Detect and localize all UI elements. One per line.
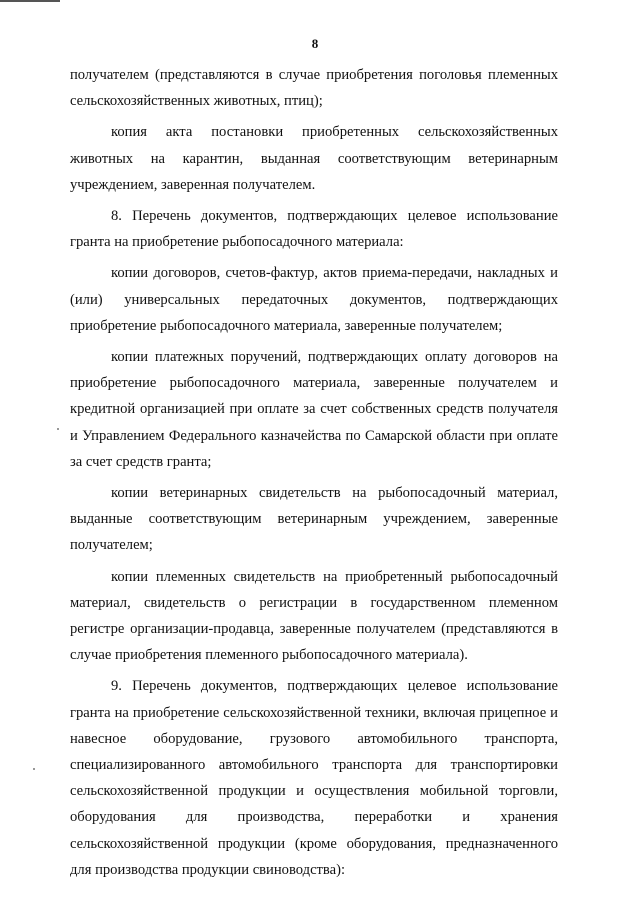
page-number: 8 bbox=[311, 36, 319, 51]
paragraph-vet-certificates: копии ветеринарных свидетельств на рыбопосадочный материал, выданные соответствующим ветеринарным учреждением, заверенные получателем; bbox=[70, 485, 558, 554]
paragraph-breeding-certificates: копии племенных свидетельств на приобретенный рыбопосадочный материал, свидетельств о регистрации в государственном племенном регистре организации-продавца, заверенные получателем (представляются в случае приобретения племенного рыбопосадочного материала). bbox=[70, 568, 558, 664]
scan-speck bbox=[33, 768, 35, 770]
section-9-heading: 9. Перечень документов, подтверждающих целевое использование гранта на приобретение сельскохозяйственной техники, включая прицепное и навесное оборудование, грузового автомобильного транспорта, специализированного автомобильного транспорта для транспортировки сельскохозяйственной продукции и осуществления мобильной торговли, оборудования для производства, переработки и хранения сельскохозяйственной продукции (кроме оборудования, предназначенного для производства продукции свиноводства): bbox=[70, 678, 558, 878]
paragraph-payment-orders: копии платежных поручений, подтверждающих оплату договоров на приобретение рыбопосадочного материала, заверенные получателем и кредитной организацией при оплате за счет собственных средств получателя и Управлением Федерального казначейства по Самарской области при оплате за счет средств гранта; bbox=[70, 349, 558, 470]
paragraph-contract-copies: копии договоров, счетов-фактур, актов приема-передачи, накладных и (или) универсальных передаточных документов, подтверждающих приобретение рыбопосадочного материала, заверенные получателем; bbox=[70, 265, 558, 334]
top-edge-mark bbox=[0, 0, 60, 2]
scan-speck bbox=[57, 428, 59, 430]
paragraph-quarantine-act: копия акта постановки приобретенных сельскохозяйственных животных на карантин, выданная соответствующим ветеринарным учреждением, заверенная получателем. bbox=[70, 124, 558, 193]
paragraph-continuation: получателем (представляются в случае приобретения поголовья племенных сельскохозяйственных животных, птиц); bbox=[70, 67, 558, 110]
document-body bbox=[70, 62, 558, 883]
section-8-heading: 8. Перечень документов, подтверждающих целевое использование гранта на приобретение рыбопосадочного материала: bbox=[70, 208, 558, 251]
